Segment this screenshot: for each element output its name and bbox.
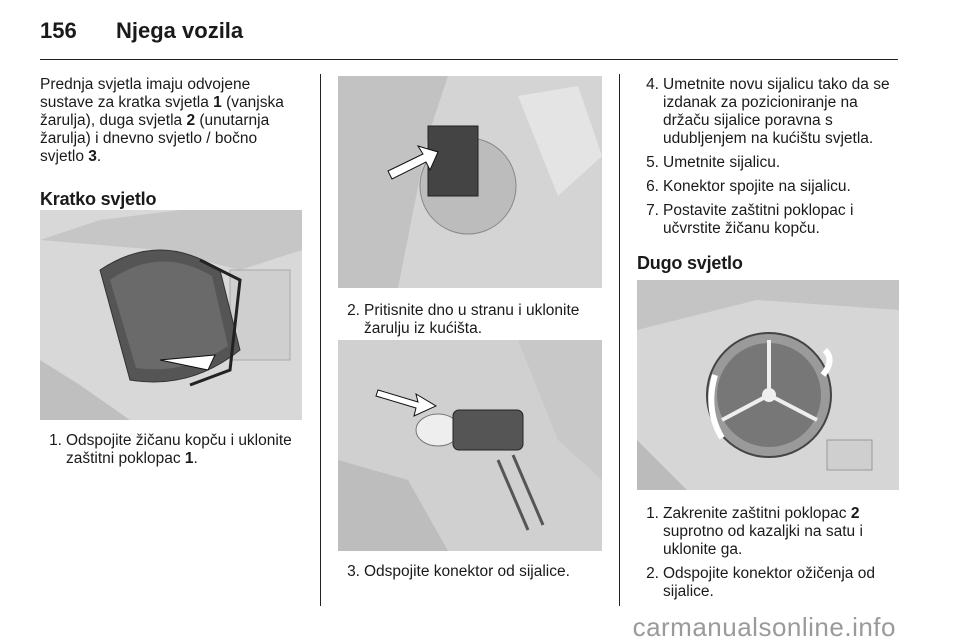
step-1: 1. Odspojite žičanu kopču i uklonite zaštitni poklopac 1. [49, 432, 292, 467]
column-3 [637, 76, 903, 272]
column-2-step-2 [338, 302, 604, 338]
figure-low-beam-cover [40, 210, 302, 420]
figure-bulb-removal [338, 340, 602, 551]
column-1-steps [40, 432, 302, 468]
column-divider-1 [320, 74, 321, 606]
heading-low-beam: Kratko svjetlo [40, 189, 157, 209]
page-title: Njega vozila [116, 18, 244, 43]
step-4: 4. Umetnite novu sijalicu tako da se izdanak za pozicioniranje na držaču sijalice poravna s udubljenjem na kućištu svjetla. [646, 76, 890, 147]
step-6: 6. Konektor spojite na sijalicu. [646, 178, 851, 195]
column-divider-2 [619, 74, 620, 606]
page-header [40, 18, 243, 44]
step-2: 2. Pritisnite dno u stranu i uklonite žarulju iz kućišta. [347, 302, 580, 337]
step-7: 7. Postavite zaštitni poklopac i učvrstite žičanu kopču. [646, 202, 854, 237]
intro-paragraph: Prednja svjetla imaju odvojene sustave za kratka svjetla 1 (vanjska žarulja), duga svjetla 2 (unutarnja žarulja) i dnevno svjetlo / bočno svjetlo 3. [40, 76, 284, 165]
step-5: 5. Umetnite sijalicu. [646, 154, 781, 171]
step-hb-2: 2. Odspojite konektor ožičenja od sijalice. [646, 565, 875, 600]
watermark: carmanualsonline.info [632, 612, 896, 642]
step-hb-1: 1. Zakrenite zaštitni poklopac 2 suprotno od kazaljki na satu i uklonite ga. [646, 505, 863, 558]
heading-high-beam: Dugo svjetlo [637, 253, 743, 273]
step-3: 3. Odspojite konektor od sijalice. [347, 563, 570, 580]
column-2-step-3 [338, 563, 604, 581]
figure-bulb-holder [338, 76, 602, 288]
figure-high-beam-cover [637, 280, 899, 490]
page-number: 156 [40, 18, 77, 43]
column-3-bottom-steps [637, 505, 903, 601]
column-1 [40, 76, 302, 208]
header-rule [40, 59, 898, 60]
